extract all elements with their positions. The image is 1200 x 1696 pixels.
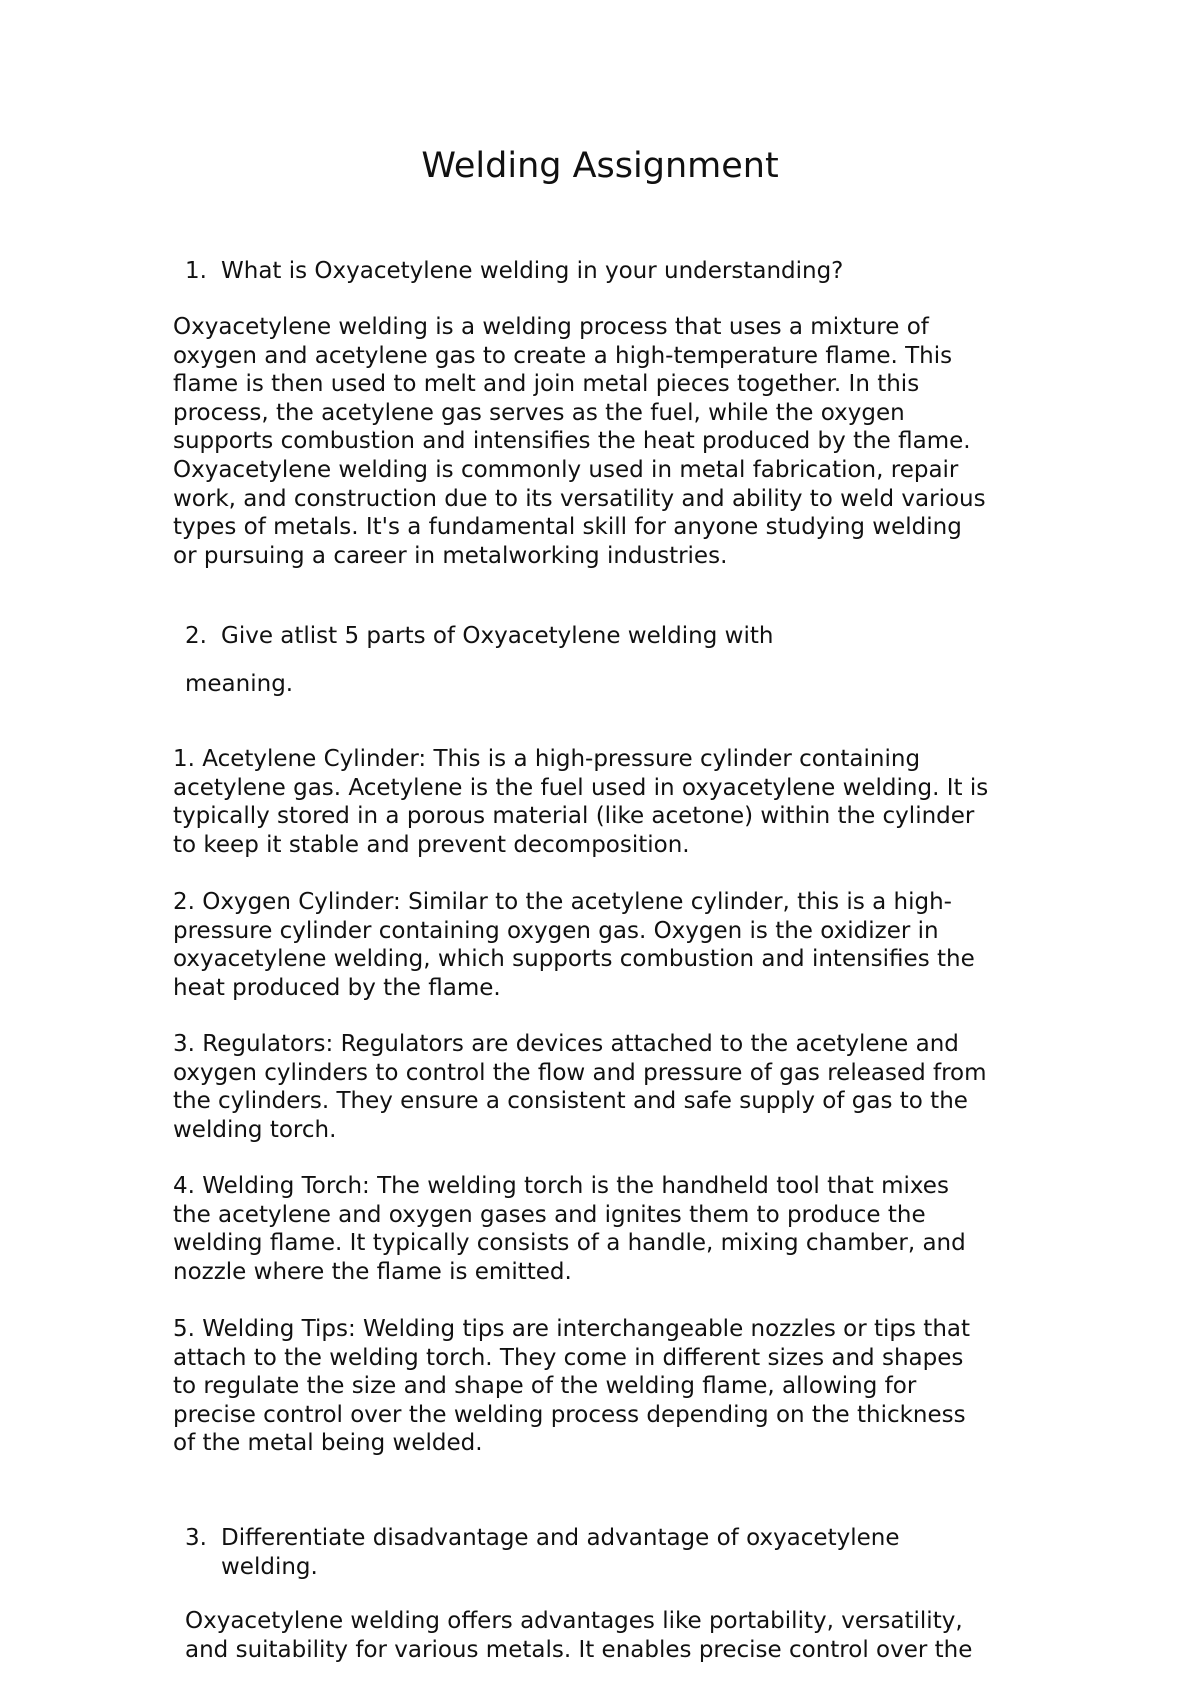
question-1-text: What is Oxyacetylene welding in your understanding? [221,258,844,284]
answer-3-paragraph: Oxyacetylene welding offers advantages like portability, versatility, and suitability for various metals. It enables precise control over the [185,1608,973,1663]
part-item-welding-tips: 5. Welding Tips: Welding tips are interchangeable nozzles or tips that attach to the welding torch. They come in different sizes and shapes to regulate the size and shape of the welding flame, allowing for precise control over the welding process depending on the thickness of the metal being welded. [173,1316,971,1457]
page-title: Welding Assignment [421,146,779,186]
question-2-number: 2. [185,623,207,649]
question-3-number: 3. [185,1525,207,1551]
answer-1-paragraph: Oxyacetylene welding is a welding process that uses a mixture of oxygen and acetylene gas to create a high-temperature flame. This flame is then used to melt and join metal pieces together. In this process, the acetylene gas serves as the fuel, while the oxygen supports combustion and intensifies the heat produced by the flame. Oxyacetylene welding is commonly used in metal fabrication, repair work, and construction due to its versatility and ability to weld various types of metals. It's a fundamental skill for anyone studying welding or pursuing a career in metalworking industries. [173,314,986,569]
question-2-text-continued: meaning. [185,671,294,697]
part-item-welding-torch: 4. Welding Torch: The welding torch is the handheld tool that mixes the acetylene and oxygen gases and ignites them to produce the welding flame. It typically consists of a handle, mixing chamber, and nozzle where the flame is emitted. [173,1173,966,1285]
question-2-text: Give atlist 5 parts of Oxyacetylene welding with [221,623,774,649]
question-3-text: Differentiate disadvantage and advantage of oxyacetylene welding. [221,1525,900,1580]
part-item-oxygen-cylinder: 2. Oxygen Cylinder: Similar to the acetylene cylinder, this is a high- pressure cylinder containing oxygen gas. Oxygen is the oxidizer in oxyacetylene welding, which supports combustion and intensifies the heat produced by the flame. [173,889,975,1001]
question-1-number: 1. [185,258,207,284]
part-item-acetylene-cylinder: 1. Acetylene Cylinder: This is a high-pressure cylinder containing acetylene gas. Acetylene is the fuel used in oxyacetylene welding. It is typically stored in a porous material (like acetone) within the cylinder to keep it stable and prevent decomposition. [173,746,989,858]
part-item-regulators: 3. Regulators: Regulators are devices attached to the acetylene and oxygen cylinders to control the flow and pressure of gas released from the cylinders. They ensure a consistent and safe supply of gas to the welding torch. [173,1031,987,1143]
